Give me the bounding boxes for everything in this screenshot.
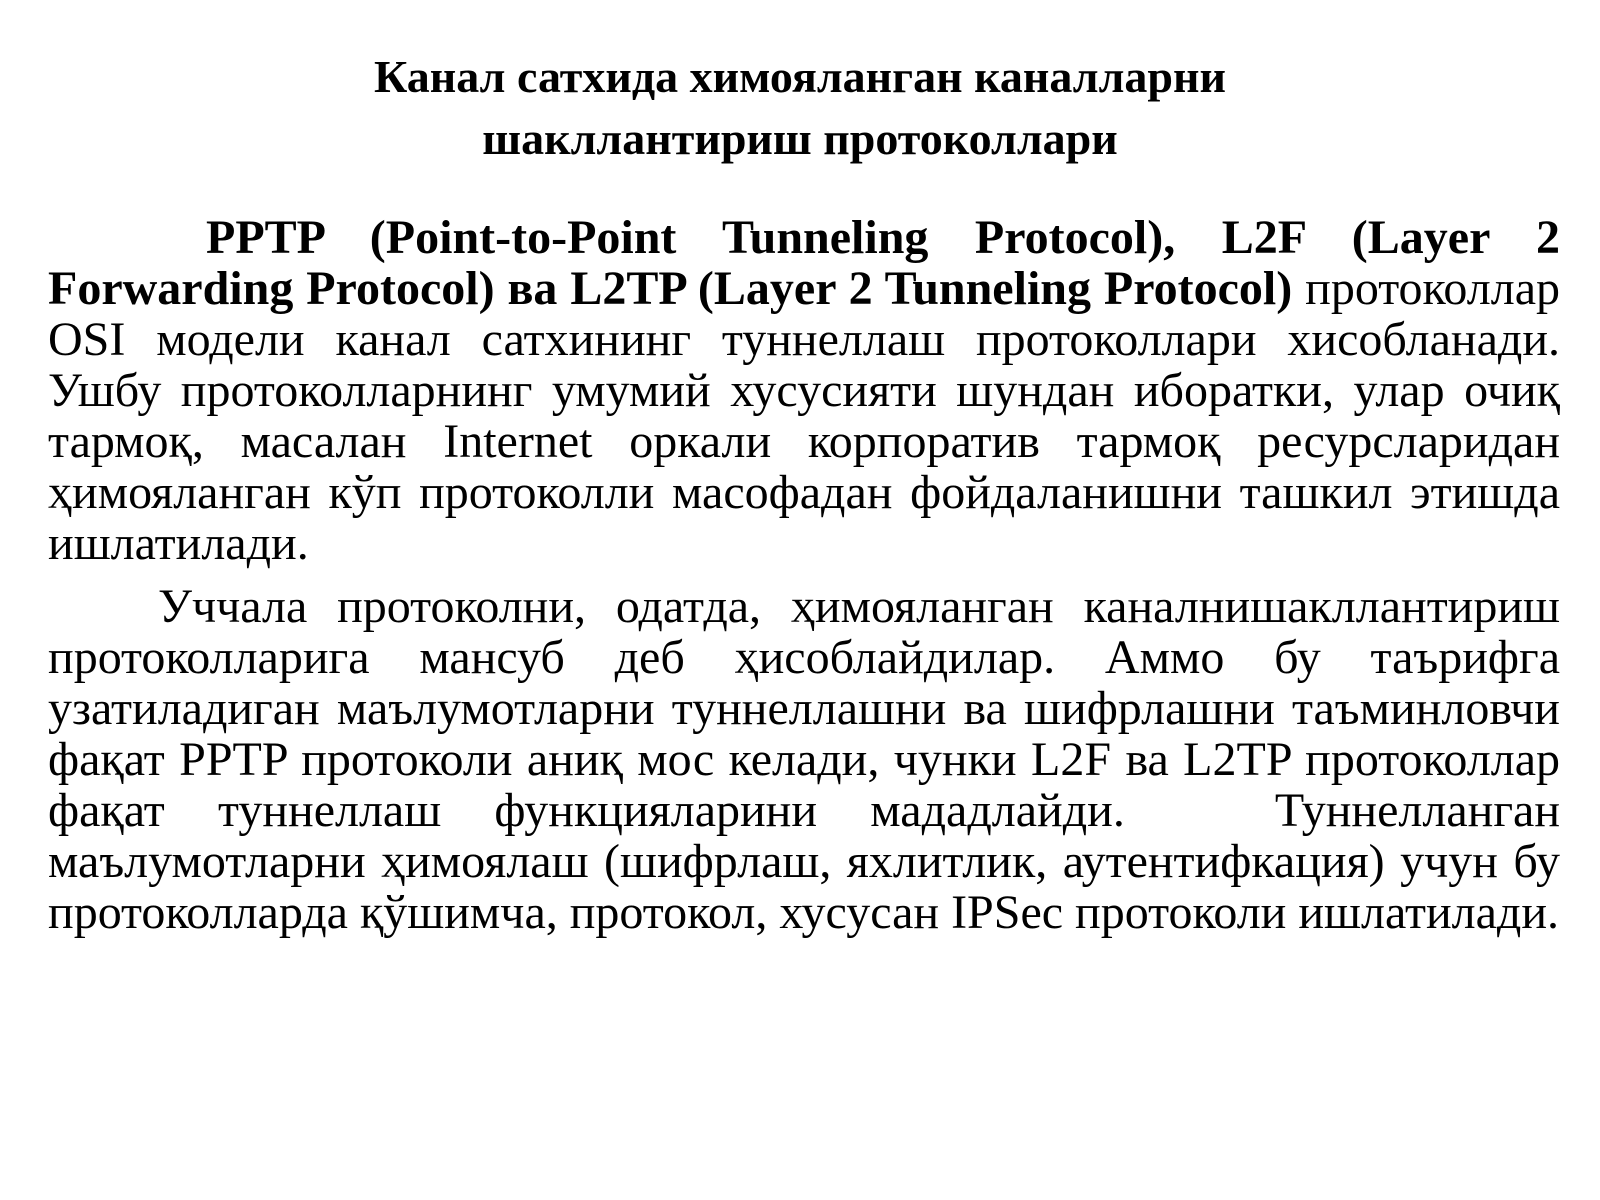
body-text <box>48 212 1560 938</box>
title-line-2: шакллантириш протоколлари <box>482 113 1118 164</box>
paragraph-2-text-a: Уччала протоколни, одатда, ҳимояланган каналнишакллантириш протоколларига мансуб деб ҳисоблайдилар. Аммо бу таърифга узатиладиган маълумотларни туннеллашни ва шифрлашни таъминловчи фақат PPTP протоколи аниқ мос келади, чунки L2F ва L2TP протоколлар фақат туннеллаш функцияларини мададлайди. <box>48 580 1560 837</box>
paragraph-1 <box>48 212 1560 569</box>
paragraph-2-text-b: Туннелланган маълумотларни ҳимоялаш (шифрлаш, яхлитлик, аутентифкация) учун бу протоколларда қўшимча, протокол, хусусан IPSec протоколи ишлатилади. <box>48 784 1560 939</box>
protocol-names: PPTP (Point-to-Point Tunneling Protocol), L2F (Layer 2 Forwarding Protocol) ва L2TP (Layer 2 Tunneling Protocol) <box>48 211 1560 315</box>
title-line-1: Канал сатхида химояланган каналларни <box>374 51 1226 102</box>
page-title <box>0 46 1600 170</box>
paragraph-2 <box>48 581 1560 938</box>
paragraph-1-text: протоколлар OSI модели канал сатхининг туннеллаш протоколлари хисобланади. Ушбу протоколларнинг умумий хусусияти шундан иборатки, улар очиқ тармоқ, масалан Internet оркали корпоратив тармоқ ресурсларидан ҳимояланган кўп протоколли масофадан фойдаланишни ташкил этишда ишлатилади. <box>48 262 1561 570</box>
